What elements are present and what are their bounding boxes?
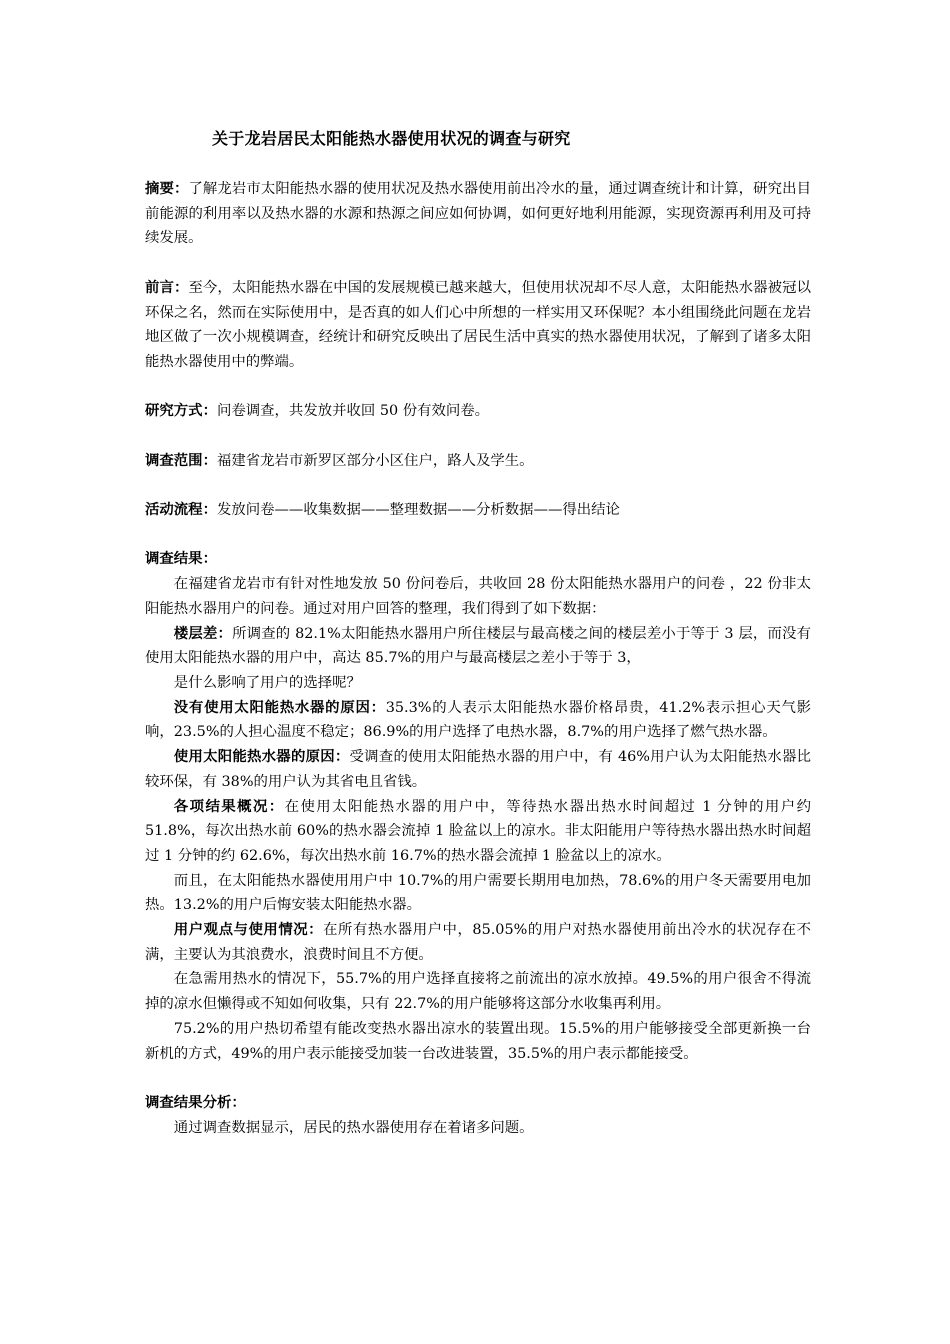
- use-text: 受调查的使用太阳能热水器的用户中，有 46%用户认为太阳能热水器比较环保，有 38%的用户认为其省电且省钱。: [145, 749, 811, 790]
- opinion-label: 用户观点与使用情况：: [173, 921, 324, 939]
- overview-label: 各项结果概况：: [173, 797, 285, 815]
- document-body: [145, 177, 811, 1140]
- scope-paragraph: [145, 449, 811, 474]
- abstract-label: 摘要：: [145, 180, 189, 197]
- nonuse-paragraph: [145, 696, 811, 745]
- analysis-section: [145, 1091, 811, 1140]
- scope-section: [145, 449, 811, 474]
- results-section: [145, 547, 811, 1066]
- process-paragraph: [145, 498, 811, 523]
- device-paragraph: 75.2%的用户热切希望有能改变热水器出凉水的装置出现。15.5%的用户能够接受全部更新换一台新机的方式，49%的用户表示能接受加装一台改进装置，35.5%的用户表示都能接受。: [145, 1020, 811, 1062]
- abstract-paragraph: [145, 177, 811, 251]
- preface-text: 至今，太阳能热水器在中国的发展规模已越来越大，但使用状况却不尽人意，太阳能热水器被冠以环保之名，然而在实际使用中，是否真的如人们心中所想的一样实用又环保呢？本小组围绕此问题在龙岩地区做了一次小规模调查，经统计和研究反映出了居民生活中真实的热水器使用状况，了解到了诸多太阳能热水器使用中的弊端。: [145, 279, 811, 370]
- overview-paragraph: [145, 795, 811, 869]
- opinion-paragraph: [145, 918, 811, 967]
- process-section: [145, 498, 811, 523]
- process-label: 活动流程：: [145, 501, 217, 519]
- scope-label: 调查范围：: [145, 451, 217, 469]
- urgent-paragraph: 在急需用热水的情况下，55.7%的用户选择直接将之前流出的凉水放掉。49.5%的用户很舍不得流掉的凉水但懒得或不知如何收集，只有 22.7%的用户能够将这部分水收集再利用。: [145, 971, 811, 1013]
- question-paragraph: 是什么影响了用户的选择呢？: [173, 674, 361, 691]
- method-label: 研究方式：: [145, 402, 217, 420]
- process-text: 发放问卷——收集数据——整理数据——分析数据——得出结论: [216, 502, 620, 519]
- abstract-text: 了解龙岩市太阳能热水器的使用状况及热水器使用前出冷水的量，通过调查统计和计算，研究出目前能源的利用率以及热水器的水源和热源之间应如何协调，如何更好地利用能源，实现资源再利用及可持续发展。: [145, 181, 811, 247]
- preface-paragraph: [145, 276, 811, 375]
- preface-label: 前言：: [145, 278, 189, 296]
- document-title: 关于龙岩居民太阳能热水器使用状况的调查与研究: [212, 129, 571, 148]
- floor-text: 所调查的 82.1%太阳能热水器用户所住楼层与最高楼之间的楼层差小于等于 3 层，而没有使用太阳能热水器的用户中，高达 85.7%的用户与最高楼层之差小于等于 3，: [145, 625, 811, 667]
- results-heading: 调查结果：: [145, 550, 217, 568]
- analysis-paragraph: 通过调查数据显示，居民的热水器使用存在着诸多问题。: [173, 1119, 534, 1136]
- analysis-heading: 调查结果分析：: [145, 1093, 246, 1111]
- scope-text: 福建省龙岩市新罗区部分小区住户，路人及学生。: [216, 452, 534, 469]
- nonuse-text: 35.3%的人表示太阳能热水器价格昂贵，41.2%表示担心天气影响，23.5%的人担心温度不稳定；86.9%的用户选择了电热水器，8.7%的用户选择了燃气热水器。: [145, 699, 811, 741]
- overview-text: 在使用太阳能热水器的用户中，等待热水器出热水时间超过 1 分钟的用户约 51.8%，每次出热水前 60%的热水器会流掉 1 脸盆以上的凉水。非太阳能用户等待热水器出热水时间超过 1 分钟的约 62.6%，每次出热水前 16.7%的热水器会流掉 1 脸盆以上的凉水。: [145, 798, 811, 864]
- use-paragraph: [145, 745, 811, 794]
- use-label: 使用太阳能热水器的原因：: [173, 748, 350, 766]
- floor-label: 楼层差：: [173, 624, 233, 642]
- floor-paragraph: [145, 622, 811, 671]
- opinion-text: 在所有热水器用户中，85.05%的用户对热水器使用前出冷水的状况存在不满，主要认为其浪费水，浪费时间且不方便。: [145, 922, 811, 963]
- heating-paragraph: 而且，在太阳能热水器使用用户中 10.7%的用户需要长期用电加热，78.6%的用户冬天需要用电加热。13.2%的用户后悔安装太阳能热水器。: [145, 872, 811, 914]
- method-paragraph: [145, 399, 811, 424]
- method-text: 问卷调查，共发放并收回 50 份有效问卷。: [216, 403, 490, 420]
- abstract-section: [145, 177, 811, 251]
- preface-section: [145, 276, 811, 375]
- results-intro: 在福建省龙岩市有针对性地发放 50 份问卷后，共收回 28 份太阳能热水器用户的问卷 ，22 份非太阳能热水器用户的问卷。通过对用户回答的整理，我们得到了如下数据：: [145, 576, 811, 617]
- nonuse-label: 没有使用太阳能热水器的原因：: [173, 698, 386, 716]
- method-section: [145, 399, 811, 424]
